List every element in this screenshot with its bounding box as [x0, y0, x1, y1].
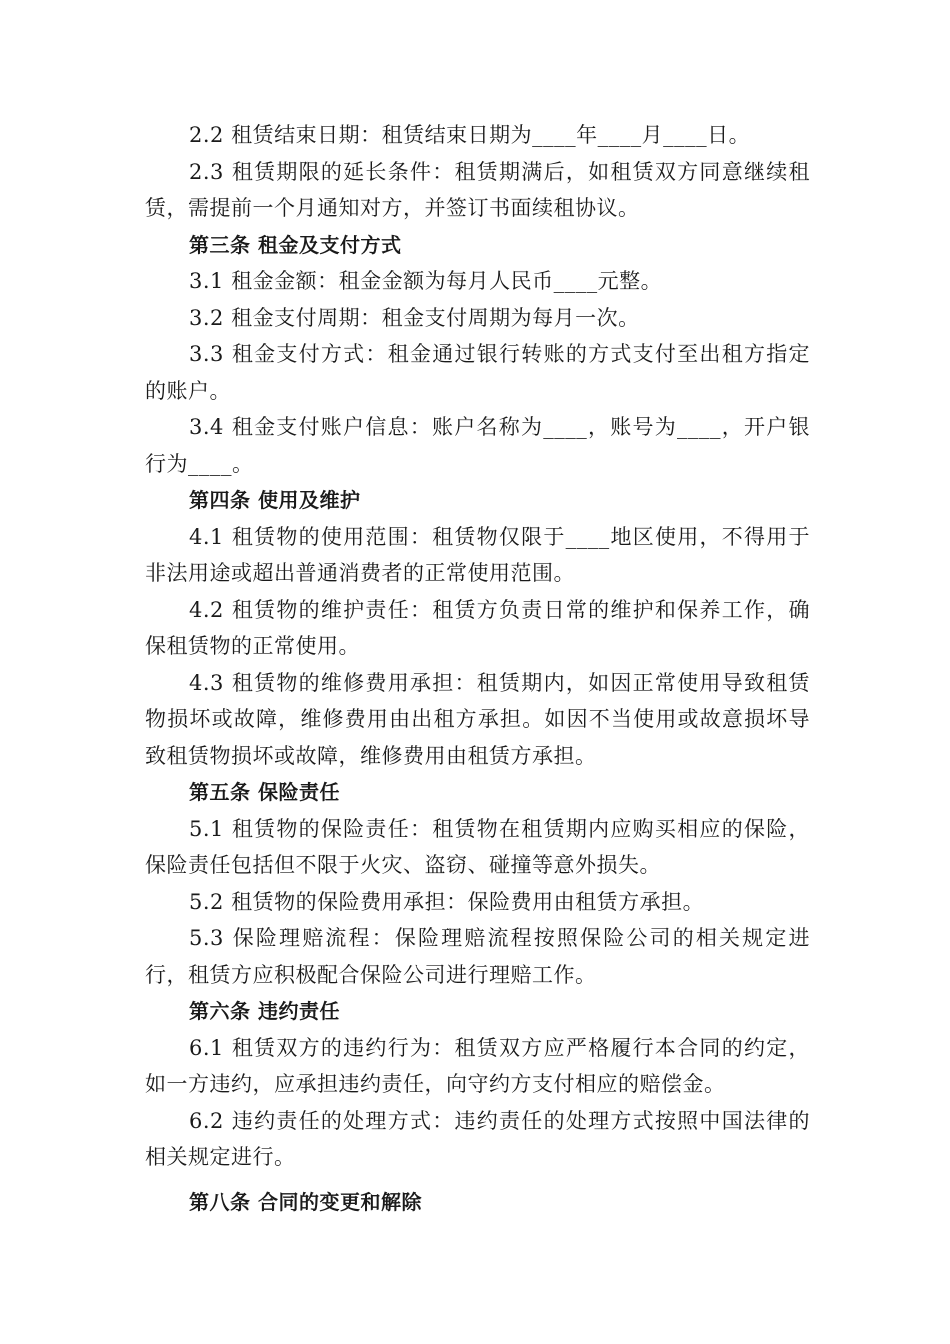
- document-body: [145, 117, 810, 1220]
- article-5-heading: 第五条 保险责任: [189, 780, 340, 804]
- article-8-heading: 第八条 合同的变更和解除: [189, 1189, 422, 1214]
- article-4-heading: 第四条 使用及维护: [189, 488, 361, 512]
- clause-6-1: 6.1 租赁双方的违约行为：租赁双方应严格履行本合同的约定，如一方违约，应承担违约责任，向守约方支付相应的赔偿金。: [145, 1035, 810, 1096]
- clause-3-4: 3.4 租金支付账户信息：账户名称为____，账号为____，开户银行为____。: [145, 415, 810, 476]
- clause-6-2: 6.2 违约责任的处理方式：违约责任的处理方式按照中国法律的相关规定进行。: [145, 1108, 810, 1169]
- article-6-heading: 第六条 违约责任: [189, 999, 340, 1023]
- clause-4-3: 4.3 租赁物的维修费用承担：租赁期内，如因正常使用导致租赁物损坏或故障，维修费用由出租方承担。如因不当使用或故意损坏导致租赁物损坏或故障，维修费用由租赁方承担。: [145, 670, 810, 768]
- clause-3-2: 3.2 租金支付周期：租金支付周期为每月一次。: [189, 305, 640, 330]
- clause-2-2: 2.2 租赁结束日期：租赁结束日期为____年____月____日。: [189, 123, 751, 147]
- clause-5-3: 5.3 保险理赔流程：保险理赔流程按照保险公司的相关规定进行，租赁方应积极配合保险公司进行理赔工作。: [145, 926, 810, 987]
- clause-4-1: 4.1 租赁物的使用范围：租赁物仅限于____地区使用，不得用于非法用途或超出普通消费者的正常使用范围。: [145, 524, 810, 585]
- clause-2-3: 2.3 租赁期限的延长条件：租赁期满后，如租赁双方同意继续租赁，需提前一个月通知对方，并签订书面续租协议。: [145, 159, 810, 220]
- clause-3-1: 3.1 租金金额：租金金额为每月人民币____元整。: [189, 269, 663, 293]
- clause-5-1: 5.1 租赁物的保险责任：租赁物在租赁期内应购买相应的保险，保险责任包括但不限于火灾、盗窃、碰撞等意外损失。: [145, 816, 810, 877]
- clause-3-3: 3.3 租金支付方式：租金通过银行转账的方式支付至出租方指定的账户。: [145, 342, 810, 403]
- clause-4-2: 4.2 租赁物的维护责任：租赁方负责日常的维护和保养工作，确保租赁物的正常使用。: [145, 597, 810, 658]
- article-3-heading: 第三条 租金及支付方式: [189, 232, 402, 257]
- clause-5-2: 5.2 租赁物的保险费用承担：保险费用由租赁方承担。: [189, 889, 705, 914]
